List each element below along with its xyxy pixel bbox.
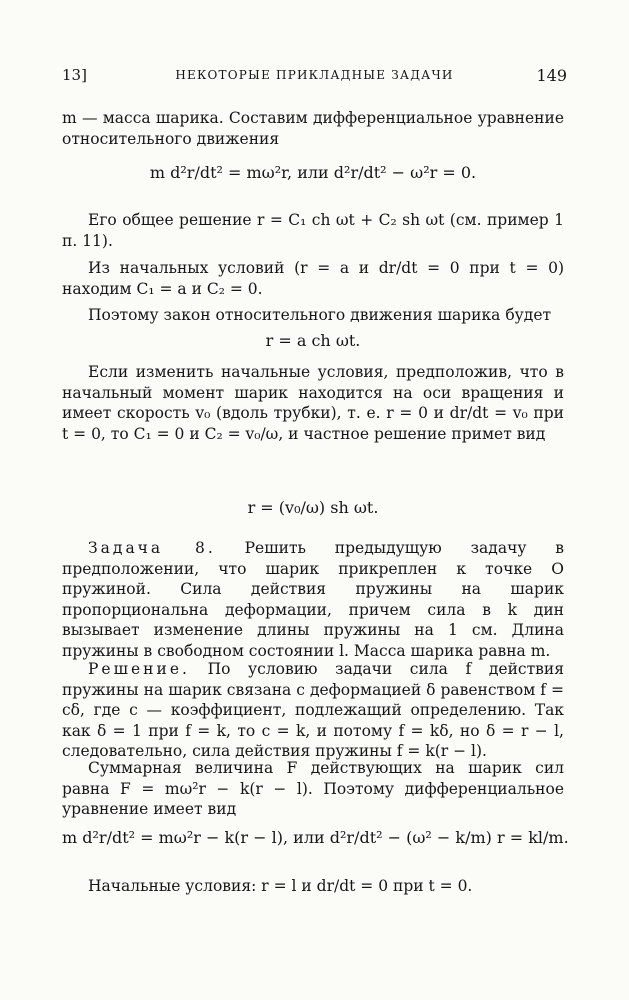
task-text: Решить предыдущую задачу в предположении, что шарик прикреплен к точке O пружиной. Сила действия пружины на шарик пропорциональна деформации, причем сила в k дин вызывает изменение длины пружины на 1 см. Длина пружины в свободном состоянии l. Масса шарика равна m. xyxy=(62,539,564,660)
running-title: НЕКОТОРЫЕ ПРИКЛАДНЫЕ ЗАДАЧИ xyxy=(175,68,454,82)
paragraph-mass: m — масса шарика. Составим дифференциальное уравнение относительного движения xyxy=(62,109,564,148)
page-number: 149 xyxy=(536,66,567,85)
paragraph-changed-conditions: Если изменить начальные условия, предположив, что в начальный момент шарик находится на оси вращения и имеет скорость v₀ (вдоль трубки), т. е. r = 0 и dr/dt = v₀ при t = 0, то C₁ = 0 и C₂ = v₀/ω, и частное решение примет вид xyxy=(62,363,564,443)
paragraph-final-conditions: Начальные условия: r = l и dr/dt = 0 при t = 0. xyxy=(88,877,473,895)
paragraph-initial-conditions: Из начальных условий (r = a и dr/dt = 0 при t = 0) находим C₁ = a и C₂ = 0. xyxy=(62,259,564,298)
paragraph-general-solution: Его общее решение r = C₁ ch ωt + C₂ sh ωt (см. пример 1 п. 11). xyxy=(62,211,564,250)
equation-differential: m d²r/dt² = mω²r − k(r − l), или d²r/dt² − (ω² − k/m) r = kl/m. xyxy=(62,828,569,847)
equation-motion-law: r = a ch ωt. xyxy=(265,331,361,350)
section-number: 13] xyxy=(62,66,87,84)
equation-particular-solution: r = (v₀/ω) sh ωt. xyxy=(247,498,379,517)
page-header xyxy=(62,66,567,88)
task-label: Задача 8. xyxy=(88,539,216,557)
paragraph-motion-law: Поэтому закон относительного движения шарика будет xyxy=(88,306,552,324)
solution-text: По условию задачи сила f действия пружины на шарик связана с деформацией δ равенством f = cδ, где c — коэффициент, подлежащий определению. Так как δ = 1 при f = k, то c = k, и потому f = kδ, но δ = r − l, следовательно, сила действия пружины f = k(r − l). xyxy=(62,660,564,760)
paragraph-total-force: Суммарная величина F действующих на шарик сил равна F = mω²r − k(r − l). Поэтому дифференциальное уравнение имеет вид xyxy=(62,759,564,818)
equation-motion: m d²r/dt² = mω²r, или d²r/dt² − ω²r = 0. xyxy=(149,163,477,182)
solution-label: Решение. xyxy=(88,660,190,678)
task-8 xyxy=(62,538,564,661)
solution xyxy=(62,659,564,762)
